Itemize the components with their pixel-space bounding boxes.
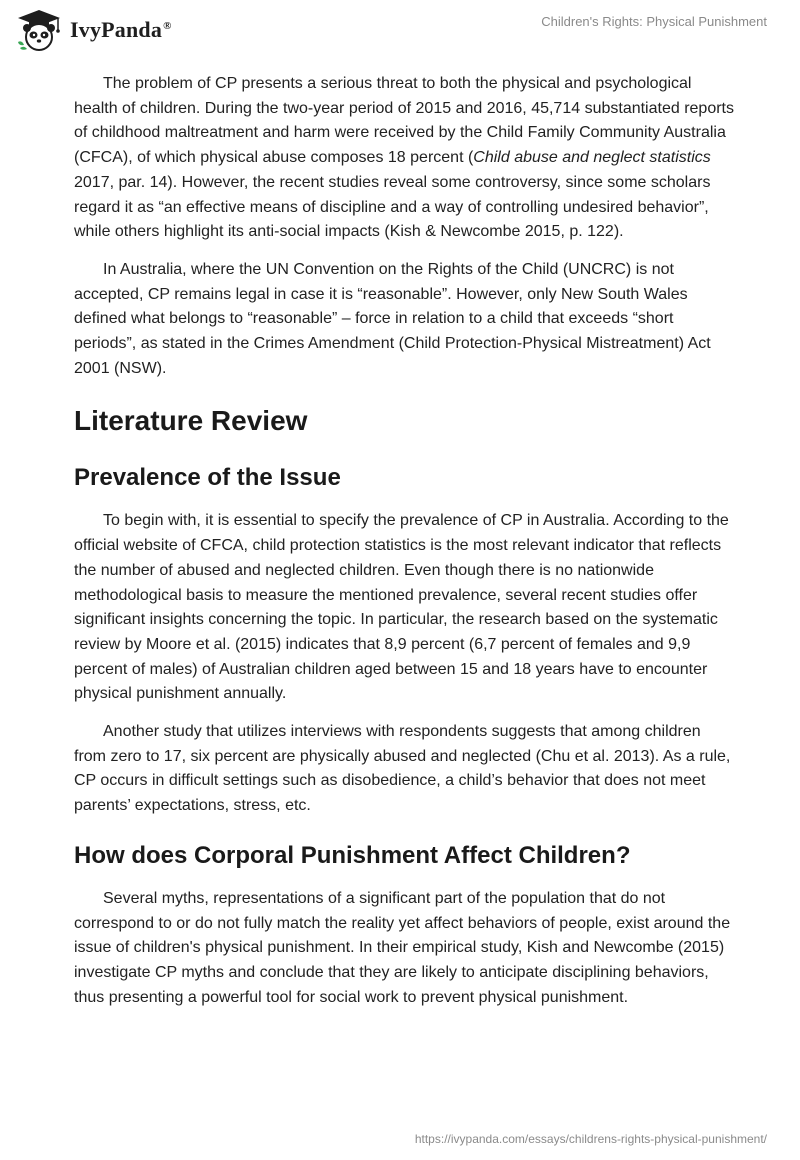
- paragraph: The problem of CP presents a serious threat to both the physical and psychological health of children. During the two-year period of 2015 and 2016, 45,714 substantiated reports of childhood maltreatment and harm were received by the Child Family Community Australia (CFCA), of which physical abuse composes 18 percent (Child abuse and neglect statistics 2017, par. 14). However, the recent studies reveal some controversy, since some scholars regard it as “an effective means of discipline and a way of controlling undesired behavior”, while others highlight its anti-social impacts (Kish & Newcombe 2015, p. 122).: [74, 75, 734, 241]
- ivypanda-logo[interactable]: [14, 8, 172, 52]
- panda-graduate-icon: [14, 8, 64, 52]
- paragraph: To begin with, it is essential to specify the prevalence of CP in Australia. According to the official website of CFCA, child protection statistics is the most relevant indicator that reflects the number of abused and neglected children. Even though there is no nationwide methodological basis to measure the mentioned prevalence, several recent studies offer significant insights concerning the topic. In particular, the research based on the systematic review by Moore et al. (2015) indicates that 8,9 percent (6,7 percent of females and 9,9 percent of males) of Australian children aged between 15 and 18 years have to encounter physical punishment annually.: [74, 512, 729, 703]
- source-url[interactable]: https://ivypanda.com/essays/childrens-rights-physical-punishment/: [414, 1132, 767, 1146]
- paragraph: In Australia, where the UN Convention on the Rights of the Child (UNCRC) is not accepted, CP remains legal in case it is “reasonable”. However, only New South Wales defined what belongs to “reasonable” – force in relation to a child that exceeds “short periods”, as stated in the Crimes Amendment (Child Protection-Physical Mistreatment) Act 2001 (NSW).: [74, 260, 711, 377]
- paragraph: Several myths, representations of a significant part of the population that do not correspond to or do not fully match the reality yet affect behaviors of people, exist around the issue of children's physical punishment. In their empirical study, Kish and Newcombe (2015) investigate CP myths and conclude that they are likely to anticipate disciplining behaviors, thus presenting a powerful tool for social work to prevent physical punishment.: [74, 889, 731, 1006]
- essay-body: [74, 72, 734, 1023]
- section-heading-literature-review: Literature Review: [74, 405, 308, 437]
- cited-title: Child abuse and neglect statistics: [473, 149, 711, 167]
- document-title: Children's Rights: Physical Punishment: [541, 14, 767, 29]
- paragraph: Another study that utilizes interviews with respondents suggests that among children from zero to 17, six percent are physically abused and neglected (Chu et al. 2013). As a rule, CP occurs in difficult settings such as disobedience, a child’s behavior that does not meet parents’ expectations, stress, etc.: [74, 723, 731, 815]
- logo-wordmark: IvyPanda®: [70, 17, 172, 42]
- subheading-prevalence: Prevalence of the Issue: [74, 464, 341, 492]
- subheading-effects: How does Corporal Punishment Affect Children?: [74, 841, 631, 869]
- page-header: [0, 0, 800, 60]
